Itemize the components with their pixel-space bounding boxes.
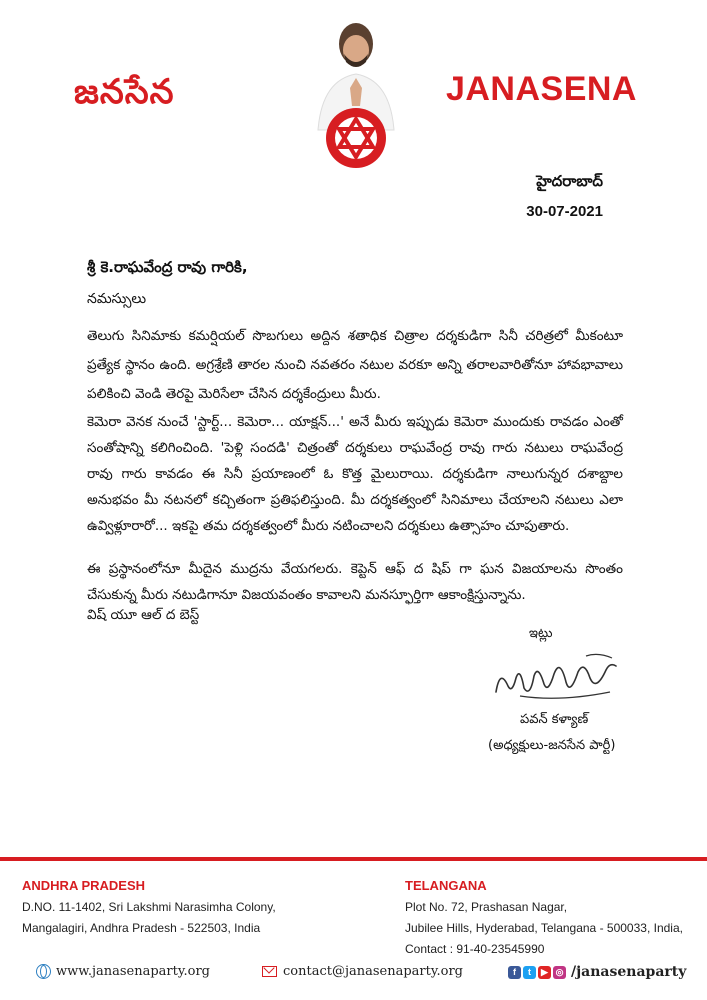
letter-salutation: శ్రీ కె.రాఘవేంద్ర రావు గారికి,	[87, 258, 248, 276]
website-link[interactable]	[36, 964, 210, 979]
address-line: Plot No. 72, Prashasan Nagar,	[405, 900, 568, 914]
party-emblem-portrait	[296, 10, 416, 170]
paragraph-text: తెలుగు సినిమాకు కమర్షియల్ సొబగులు అద్దిన శతాధిక చిత్రాల దర్శకుడిగా సినీ చరిత్రలో మీకంటూ ప్రత్యేక స్థానం ఉంది. అగ్రశ్రేణి తారల నుంచి నవతరం నటుల వరకూ అన్ని తరాలవారితోనూ హావభావాలు పలికించి వెండి తెరపై మెరిసేలా చేసిన దర్శకేంద్రులు మీరు.	[87, 328, 623, 402]
paragraph-text: ఈ ప్రస్థానంలోనూ మీదైన ముద్రను వేయగలరు. కెప్టెన్ ఆఫ్ ద షిప్ గా ఘన విజయాలను సొంతం చేసుకున్న మీరు నటుడిగానూ విజయవంతం కావాలని మనస్ఫూర్తిగా ఆకాంక్షిస్తున్నాను.	[87, 561, 623, 603]
address-line: Mangalagiri, Andhra Pradesh - 522503, India	[22, 921, 261, 935]
social-handle-text: /janasenaparty	[571, 964, 687, 980]
address-line: D.NO. 11-1402, Sri Lakshmi Narasimha Colony,	[22, 900, 276, 914]
handwritten-signature	[490, 648, 620, 708]
letter-place: హైదరాబాద్	[536, 172, 603, 190]
contact-phone: Contact : 91-40-23545990	[405, 942, 545, 956]
twitter-icon[interactable]: t	[523, 966, 536, 979]
globe-icon	[36, 964, 51, 979]
tg-office-address	[405, 897, 683, 960]
ap-office-title: ANDHRA PRADESH	[22, 878, 146, 893]
address-line: Jubilee Hills, Hyderabad, Telangana - 500033, India,	[405, 921, 683, 935]
letter-paragraph-3	[87, 556, 623, 608]
sign-off: ఇట్లు	[529, 626, 553, 641]
social-handle[interactable]	[508, 964, 686, 980]
letter-greeting: నమస్సులు	[87, 291, 147, 307]
ap-office-address	[22, 897, 276, 939]
brand-telugu-logo: జనసేన	[74, 72, 175, 112]
brand-english-logo: JANASENA	[445, 70, 637, 108]
instagram-icon[interactable]: ◎	[553, 966, 566, 979]
signatory-name: పవన్ కళ్యాణ్	[520, 712, 589, 727]
facebook-icon[interactable]: f	[508, 966, 521, 979]
email-link[interactable]	[262, 964, 463, 979]
signatory-title: (అధ్యక్షులు-జనసేన పార్టీ)	[488, 738, 616, 753]
mail-icon	[262, 966, 277, 977]
tg-office-title: TELANGANA	[405, 878, 487, 893]
paragraph-text: కెమెరా వెనక నుంచే 'స్టార్ట్... కెమెరా... యాక్షన్...' అనే మీరు ఇప్పుడు కెమెరా ముందుకు రావడం ఎంతో సంతోషాన్ని కలిగించింది. 'పెళ్లి సందడి' చిత్రంతో దర్శకులు రాఘవేంద్ర రావు గారు నటులు రాఘవేంద్ర రావు గారు కావడం ఈ సినీ ప్రయాణంలో ఓ కొత్త మైలురాయి. దర్శకుడిగా నాలుగున్నర దశాబ్దాల అనుభవం మీ నటనలో కచ్చితంగా ప్రతిఫలిస్తుంది. మీ దర్శకత్వంలో సినిమాలు చేయాలని నటులు ఎలా ఉవ్విళ్లూరారో... ఇకపై తమ దర్శకత్వంలో మీరు నటించాలని దర్శకులు ఉత్సాహం చూపుతారు.	[87, 414, 623, 534]
footer-divider	[0, 857, 707, 861]
youtube-icon[interactable]: ▶	[538, 966, 551, 979]
letter-closing: విష్ యూ ఆల్ ద బెస్ట్	[87, 607, 200, 623]
letter-date: 30-07-2021	[526, 203, 603, 220]
letter-paragraph-2	[87, 409, 623, 539]
letter-paragraph-1	[87, 322, 623, 409]
email-text: contact@janasenaparty.org	[283, 964, 463, 979]
website-text: www.janasenaparty.org	[56, 964, 210, 979]
